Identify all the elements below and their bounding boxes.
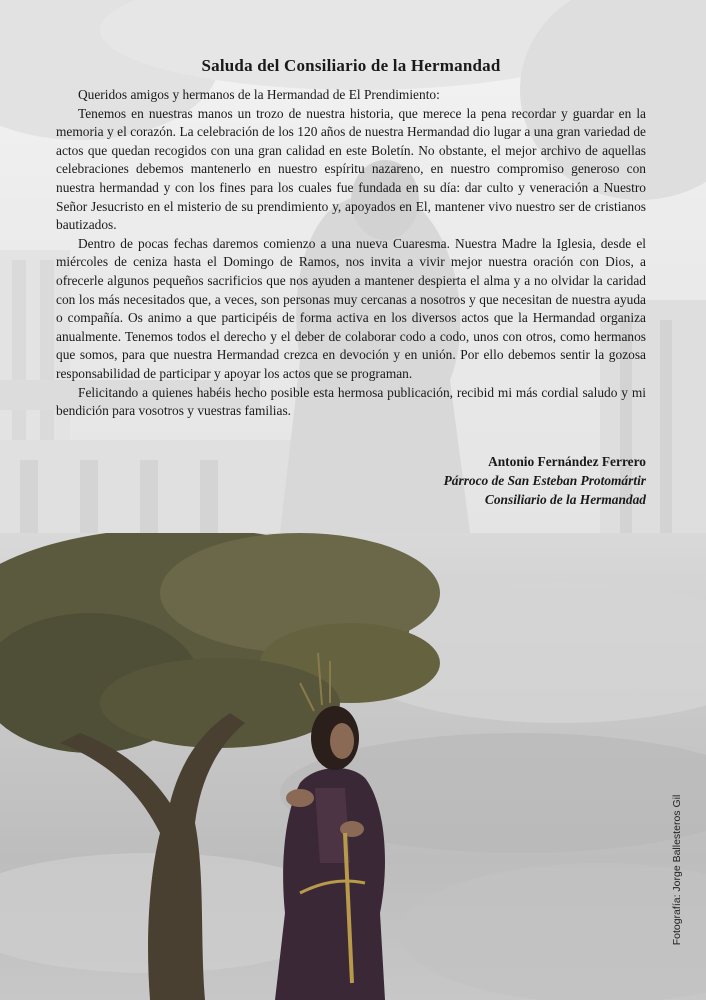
photo-credit-text: Fotografía: Jorge Ballesteros Gil — [671, 794, 683, 946]
signature-role-parish: Párroco de San Esteban Protomártir — [443, 473, 646, 488]
photo-illustration — [0, 533, 706, 1000]
paragraph-closing: Felicitando a quienes habéis hecho posible esta hermosa publicación, recibid mi más cordial saludo y mi bendición para vosotros y vuestras familias. — [56, 384, 646, 419]
photo-credit — [664, 795, 690, 945]
paragraph-greeting: Queridos amigos y hermanos de la Hermandad de El Prendimiento: — [78, 87, 440, 102]
signature-name: Antonio Fernández Ferrero — [488, 454, 646, 469]
paragraph-history: Tenemos en nuestras manos un trozo de nuestra historia, que merece la pena recordar y guardar en la memoria y el corazón. La celebración de los 120 años de nuestra Hermandad dio lugar a una gran variedad de actos que quedan recogidos con una gran calidad en este Boletín. No obstante, el mejor archivo de aquellas celebraciones debemos mantenerlo en nuestro espíritu nazareno, en nuestro compromiso generoso con nuestra hermandad y con los fines para los cuales fue fundada en su día: dar culto y veneración a Nuestro Señor Jesucristo en el misterio de su prendimiento y, apoyados en El, mantener vivo nuestro ser de cristianos bautizados. — [56, 105, 646, 233]
signature-role-consiliario: Consiliario de la Hermandad — [484, 492, 646, 507]
page-title: Saluda del Consiliario de la Hermandad — [201, 56, 501, 75]
signature-block — [444, 452, 646, 509]
paragraph-lent: Dentro de pocas fechas daremos comienzo a una nueva Cuaresma. Nuestra Madre la Iglesia, desde el miércoles de ceniza hasta el Domingo de Ramos, nos invita a vivir mejor nuestra oración con Dios, a ofrecerle algunos pequeños sacrificios que nos ayuden a mantener despierta el alma y a no olvidar la caridad con los más necesitados que, a veces, son personas muy cercanas a nosotros y que necesitan de nuestra ayuda o compañía. Os animo a que participéis de forma activa en los diversos actos que la Hermandad organiza anualmente. Tenemos todos el derecho y el deber de colaborar codo a codo, unos con otros, como hermanos que somos, para que nuestra Hermandad crezca en devoción y en unión. Por ello debemos sentir la gozosa responsabilidad de participar y apoyar los actos que se programan. — [56, 235, 646, 381]
letter-body — [56, 56, 646, 421]
photograph-statue-olive-tree — [0, 533, 706, 1000]
